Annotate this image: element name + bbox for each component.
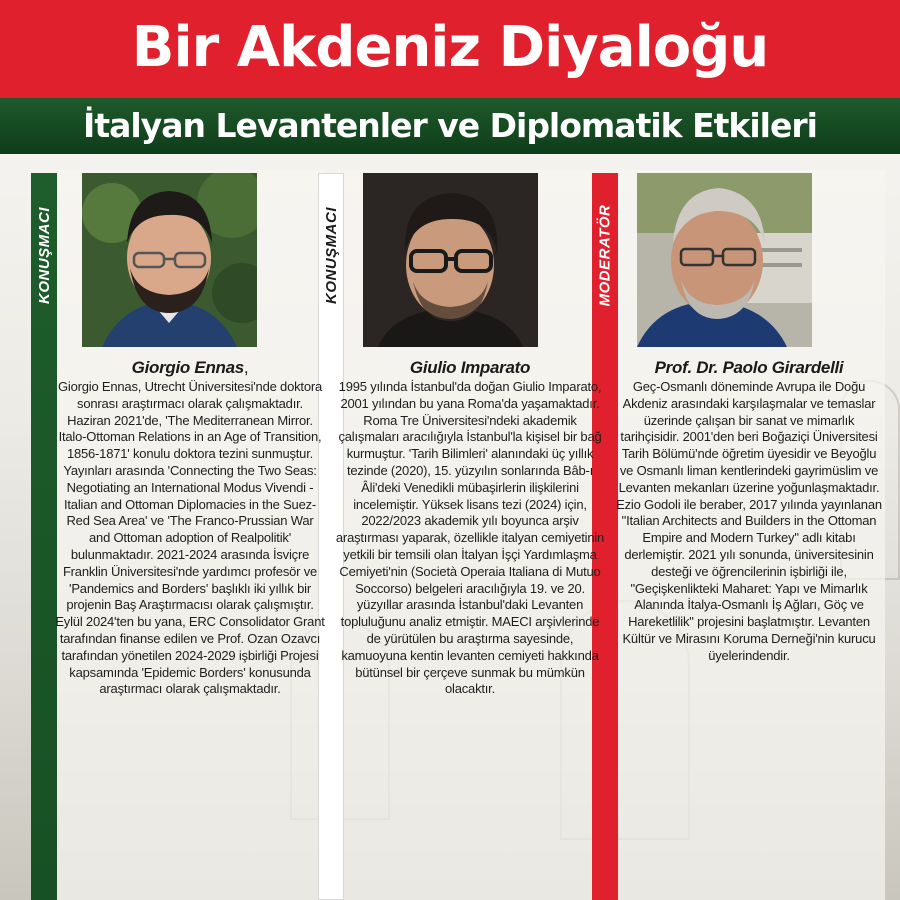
speaker-photo-giulio-imparato — [363, 173, 538, 347]
role-label: MODERATÖR — [596, 204, 614, 306]
speaker-name: Giorgio Ennas, — [131, 358, 249, 377]
moderator-name: Prof. Dr. Paolo Girardelli — [654, 358, 844, 377]
moderator-photo-paolo-girardelli — [637, 173, 812, 347]
title-banner — [0, 0, 900, 98]
moderator-bio: Geç-Osmanlı döneminde Avrupa ile Doğu Akdeniz arasındaki karşılaşmalar ve temaslar üzerinde çalışan bir sanat ve mimarlık tarihçisidir. 2001'den beri Boğaziçi Üniversitesi Tarih Bölümü'nde öğretim üyesidir ve Beyoğlu ve Osmanlı liman kentlerindeki gayrimüslim ve Levanten mekanları üzerine yoğunlaşmaktadır. Ezio Godoli ile beraber, 2017 yılında yayınlanan "Italian Architects and Builders in the Ottoman Empire and Modern Turkey" adlı kitabı derlemiştir. 2021 yılı sonunda, üniversitesinin desteği ve öğrencilerinin işbirliği ile, "Geçişkenlikteki Maharet: Yapı ve Mimarlık Alanında İtalya-Osmanlı İş Ağları, Göç ve Hareketlilik" projesini başlatmıştır. Levanten Kültür ve Mirasını Koruma Derneği'nin kurucu üyelerindendir. — [616, 379, 882, 663]
page-title: Bir Akdeniz Diyaloğu — [131, 15, 769, 80]
speaker-bio: 1995 yılında İstanbul'da doğan Giulio Imparato, 2001 yılından bu yana Roma'da yaşamaktadır. Roma Tre Üniversitesi'ndeki akademik çalışmaları aracılığıyla İstanbul'la kişisel bir bağ kurmuştur. 'Tarih Bilimleri' alanındaki üç yıllık tezinde (2020), 15. yüzyılın sonlarında Bâb-ı Âli'deki Venedikli mübaşirlerin ilişkilerini incelemiştir. Yüksek lisans tezi (2024) için, 2022/2023 akademik yılı boyunca arşiv araştırması yaparak, özellikle italyan cemiyetinin yetkili bir temsili olan İtalyan İşçi Yardımlaşma Cemiyeti'nin (Società Operaia Italiana di Mutuo Soccorso) belgeleri aracılığıyla 19. ve 20. yüzyıllar arasında İstanbul'daki Levanten topluluğunu analiz etmiştir. MAECI arşivlerinde de yürütülen bu araştırma sayesinde, kamuoyuna kentin levanten cemiyeti hakkında bütünsel bir çerçeve sunmak bu mümkün olacaktır. — [335, 379, 605, 697]
page-subtitle: İtalyan Levantenler ve Diplomatik Etkileri — [83, 106, 817, 145]
speaker-photo-giorgio-ennas — [82, 173, 257, 347]
speaker-name: Giulio Imparato — [409, 358, 531, 377]
role-label: KONUŞMACI — [35, 206, 53, 304]
role-label: KONUŞMACI — [322, 206, 340, 304]
speaker-bio: Giorgio Ennas, Utrecht Üniversitesi'nde doktora sonrası araştırmacı olarak çalışmaktadır. Haziran 2021'de, 'The Mediterranean Mirror. Italo-Ottoman Relations in an Age of Transition, 1856-1871' konulu doktora tezini sunmuştur. Yayınları arasında 'Connecting the Two Seas: Negotiating an International Modus Vivendi - Italian and Ottoman Diplomacies in the Suez-Red Sea Area' ve 'The Franco-Prussian War and Ottoman adoption of Realpolitik' bulunmaktadır. 2021-2024 arasında İsviçre Franklin Üniversitesi'nde yardımcı profesör ve 'Pandemics and Borders' başlıklı iki yıllık bir projenin Baş Araştırmacısı olarak çalışmıştır. Eylül 2024'ten bu yana, ERC Consolidator Grant tarafından finanse edilen ve Prof. Ozan Ozavcı tarafından yönetilen 2024-2029 işbirliği Projesi kapsamında 'Epidemic Borders' konusunda araştırmacı olarak çalışmaktadır. — [55, 379, 325, 697]
subtitle-banner — [0, 98, 900, 154]
